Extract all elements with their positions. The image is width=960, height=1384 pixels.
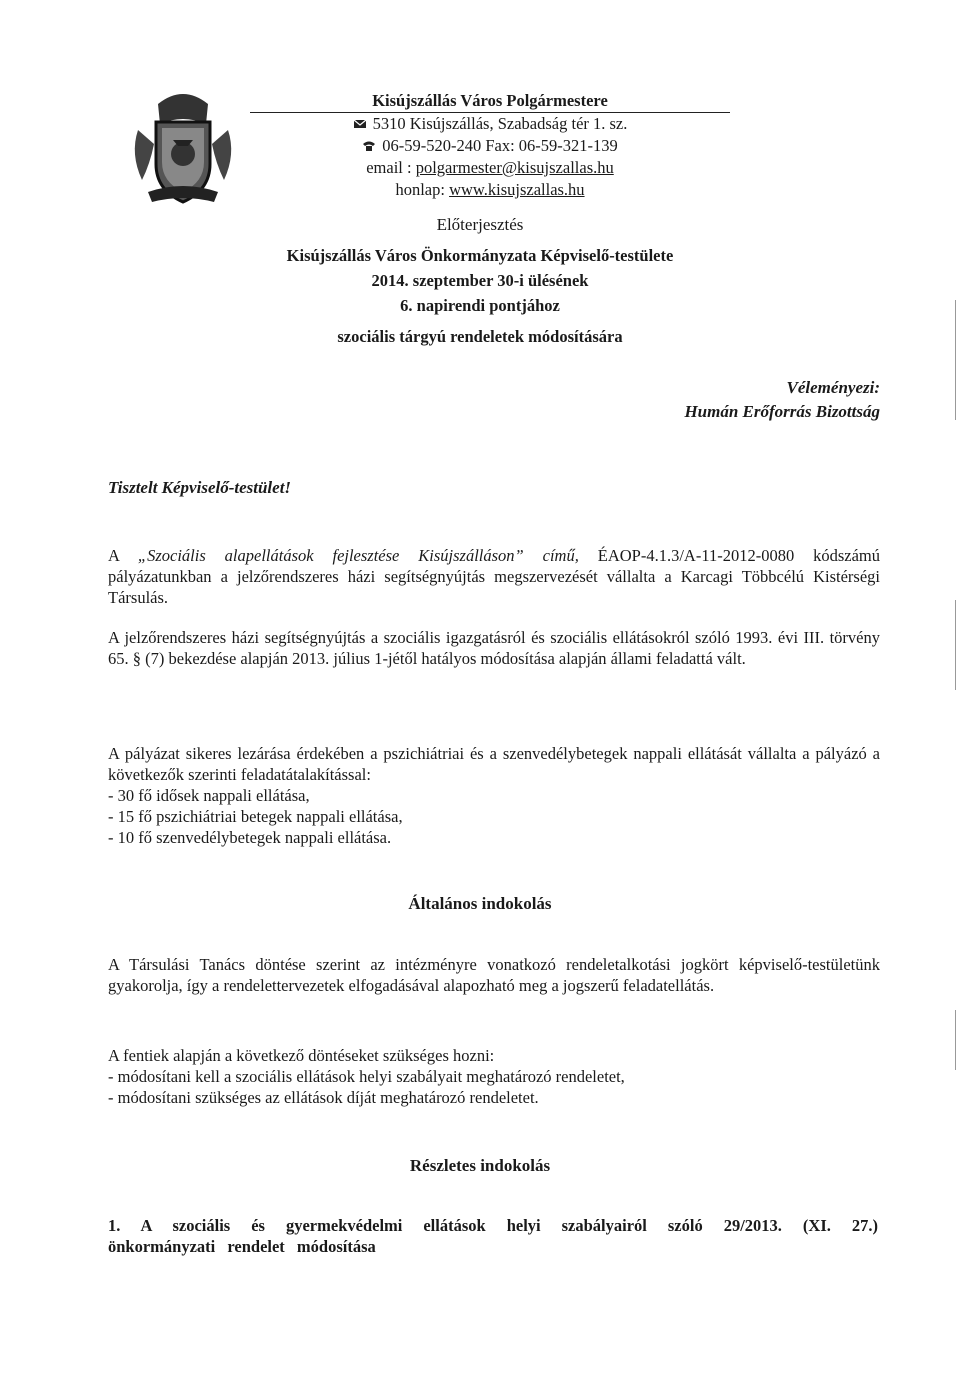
paragraph-5 bbox=[108, 1045, 880, 1108]
reviewer-label: Véleményezi: bbox=[786, 378, 880, 397]
scan-margin-mark bbox=[955, 1010, 956, 1070]
address-line bbox=[250, 113, 730, 135]
email-link[interactable]: polgarmester@kisujszallas.hu bbox=[415, 158, 614, 177]
section-heading-detailed: Részletes indokolás bbox=[409, 1156, 551, 1175]
subject: szociális tárgyú rendeletek módosítására bbox=[337, 327, 623, 346]
reviewer-name: Humán Erőforrás Bizottság bbox=[684, 402, 880, 421]
organization-name: Kisújszállás Város Polgármestere bbox=[250, 90, 730, 113]
paragraph-3 bbox=[108, 743, 880, 848]
scan-margin-mark bbox=[955, 600, 956, 690]
email-line bbox=[250, 157, 730, 179]
p3-text: A pályázat sikeres lezárása érdekében a pszichiátriai és a szenvedélybetegek nappali ellátását vállalta a pályázó a következők szerinti feladatátalakítással: bbox=[108, 744, 880, 784]
council-name: Kisújszállás Város Önkormányzata Képviselő-testülete bbox=[286, 246, 674, 265]
phone-fax: 06-59-520-240 Fax: 06-59-321-139 bbox=[382, 136, 618, 155]
email-label: email : bbox=[366, 158, 412, 177]
list-item: - 15 fő pszichiátriai betegek nappali ellátása, bbox=[108, 807, 403, 826]
list-item: - módosítani kell a szociális ellátások helyi szabályait meghatározó rendeletet, bbox=[108, 1067, 625, 1086]
paragraph-6: 1. A szociális és gyermekvédelmi ellátások helyi szabályairól szóló 29/2013. (XI. 27.) önkormányzati rendelet módosítása bbox=[108, 1216, 878, 1256]
coat-of-arms-icon bbox=[128, 84, 238, 210]
reviewer-block bbox=[684, 376, 880, 424]
envelope-icon bbox=[353, 118, 367, 130]
meeting-date: 2014. szeptember 30-i ülésének bbox=[371, 271, 589, 290]
p1-rest: ÉAOP-4.1.3/A-11-2012-0080 kódszámú pályázatunkban a jelzőrendszeres házi segítségnyújtás megszervezését vállalta a Karcagi Többcélú Kistérségi Társulás. bbox=[108, 546, 881, 607]
web-label: honlap: bbox=[395, 180, 445, 199]
agenda-item: 6. napirendi pontjához bbox=[400, 296, 560, 315]
web-line bbox=[250, 179, 730, 201]
section-heading-general: Általános indokolás bbox=[408, 894, 552, 913]
paragraph-1 bbox=[108, 545, 880, 608]
list-item: - 30 fő idősek nappali ellátása, bbox=[108, 786, 310, 805]
meeting-info bbox=[0, 243, 960, 349]
list-item: - módosítani szükséges az ellátások díját meghatározó rendeletet. bbox=[108, 1088, 539, 1107]
project-title: „Szociális alapellátások fejlesztése Kisújszálláson” című, bbox=[137, 546, 579, 565]
scan-margin-mark bbox=[955, 300, 956, 420]
address: 5310 Kisújszállás, Szabadság tér 1. sz. bbox=[372, 114, 628, 133]
document-type: Előterjesztés bbox=[436, 215, 524, 234]
web-link[interactable]: www.kisujszallas.hu bbox=[449, 180, 585, 199]
p1-start: A bbox=[108, 546, 138, 565]
paragraph-2: A jelzőrendszeres házi segítségnyújtás a szociális igazgatásról és szociális ellátásokról szóló 1993. évi III. törvény 65. § (7) bekezdése alapján 2013. július 1-jétől hatályos módosítása alapján állami feladattá vált. bbox=[108, 628, 880, 668]
letterhead bbox=[250, 90, 730, 201]
list-item: - 10 fő szenvedélybetegek nappali ellátása. bbox=[108, 828, 392, 847]
salutation: Tisztelt Képviselő-testület! bbox=[108, 478, 292, 497]
p5-text: A fentiek alapján a következő döntéseket szükséges hozni: bbox=[108, 1046, 495, 1065]
telephone-icon bbox=[362, 140, 376, 152]
phone-line bbox=[250, 135, 730, 157]
paragraph-4: A Társulási Tanács döntése szerint az intézményre vonatkozó rendeletalkotási jogkört képviselő-testületünk gyakorolja, így a rendelettervezetek elfogadásával alapozható meg a jogszerű feladatellátás. bbox=[108, 955, 880, 995]
